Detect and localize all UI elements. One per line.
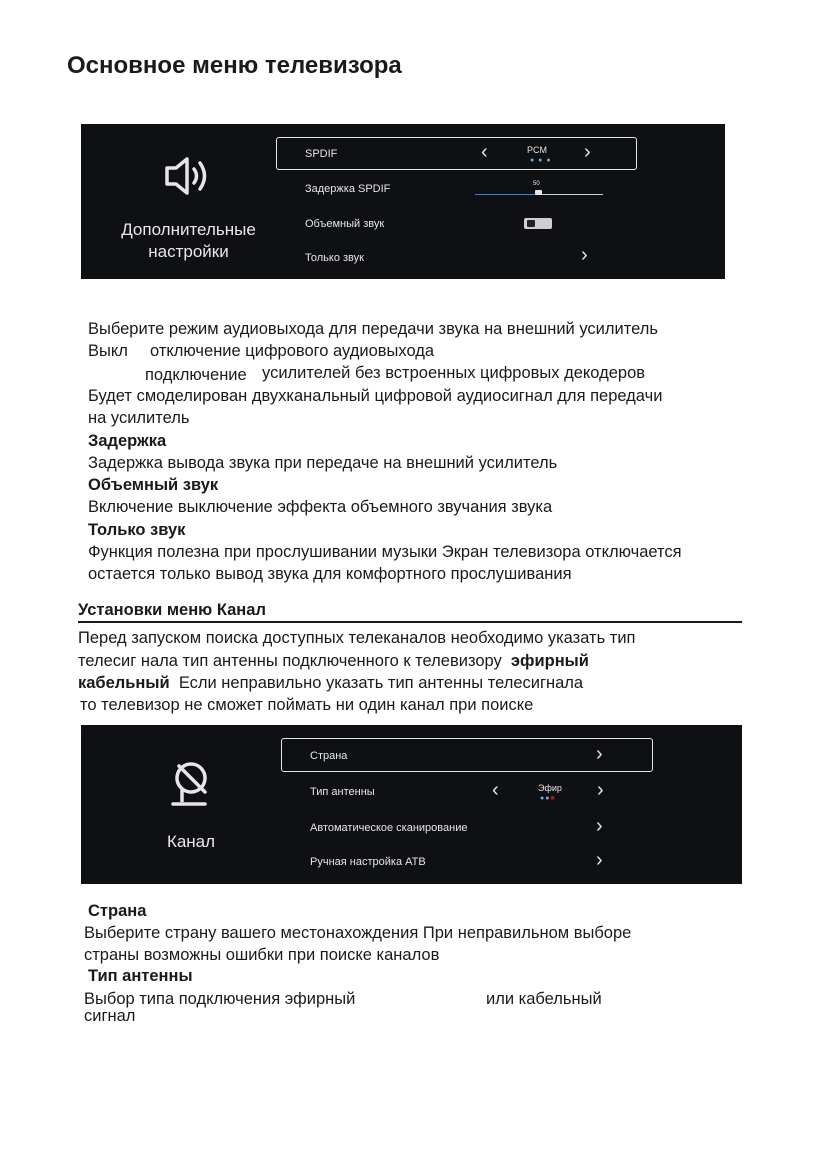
antenna-type-label: Тип антенны bbox=[310, 786, 375, 798]
country-label: Страна bbox=[310, 750, 348, 762]
off-term: Выкл bbox=[88, 342, 128, 360]
chevron-left-icon[interactable]: ‹ bbox=[492, 779, 499, 801]
surround-heading: Объемный звук bbox=[88, 476, 219, 494]
two-channel-line: Будет смоделирован двухканальный цифровой аудиосигнал для передачи bbox=[88, 387, 663, 405]
chevron-right-icon[interactable]: › bbox=[596, 743, 603, 765]
channel-intro-1: Перед запуском поиска доступных телеканалов необходимо указать тип bbox=[78, 629, 636, 647]
spdif-value: PCM bbox=[527, 145, 547, 155]
category-label: Канал bbox=[166, 832, 216, 851]
audio-only-text-1: Функция полезна при прослушивании музыки Экран телевизора отключается bbox=[88, 543, 682, 561]
channel-intro-3-text: Если неправильно указать тип антенны телесигнала bbox=[178, 674, 584, 692]
channel-intro-2-bold: эфирный bbox=[510, 652, 589, 670]
delay-text: Задержка вывода звука при передаче на внешний усилитель bbox=[88, 454, 558, 472]
category-label-line1: Дополнительные bbox=[121, 220, 256, 239]
antenna-type-value: Эфир bbox=[538, 783, 562, 793]
channel-intro-3-bold: кабельный bbox=[78, 674, 170, 692]
antenna-text-b: или кабельный bbox=[486, 990, 602, 1008]
tv-settings-panel-channel bbox=[81, 725, 742, 884]
chevron-right-icon[interactable]: › bbox=[597, 779, 604, 801]
country-text-2: страны возможны ошибки при поиске каналов bbox=[84, 946, 440, 964]
spdif-label: SPDIF bbox=[305, 148, 338, 160]
country-heading: Страна bbox=[88, 902, 147, 920]
off-desc: отключение цифрового аудиовыхода bbox=[150, 342, 435, 360]
speaker-icon bbox=[163, 154, 215, 203]
audio-output-intro: Выберите режим аудиовыхода для передачи звука на внешний усилитель bbox=[88, 320, 658, 338]
spdif-delay-slider-fill bbox=[475, 194, 539, 195]
option-dots: ●●■ bbox=[540, 795, 556, 802]
spdif-delay-label: Задержка SPDIF bbox=[305, 183, 391, 195]
spdif-delay-value: 50 bbox=[533, 181, 540, 187]
spdif-delay-slider-knob[interactable] bbox=[535, 190, 542, 195]
audio-only-heading: Только звук bbox=[88, 521, 186, 539]
antenna-heading: Тип антенны bbox=[88, 967, 193, 985]
antenna-text-2: сигнал bbox=[84, 1007, 136, 1025]
channel-intro-3 bbox=[78, 672, 583, 694]
surround-label: Объемный звук bbox=[305, 218, 385, 230]
category-label-line2: настройки bbox=[148, 242, 229, 261]
channel-intro-2 bbox=[78, 650, 589, 672]
category-label bbox=[101, 219, 276, 263]
audio-only-label: Только звук bbox=[305, 252, 364, 264]
option-dots: ● ● ● bbox=[530, 157, 552, 164]
delay-heading: Задержка bbox=[88, 432, 167, 450]
surround-toggle-knob bbox=[527, 220, 535, 227]
antenna-text-a: Выбор типа подключения эфирный bbox=[84, 990, 356, 1008]
channel-intro-4: то телевизор не сможет поймать ни один канал при поиске bbox=[80, 696, 534, 714]
chevron-right-icon[interactable]: › bbox=[584, 141, 591, 163]
audio-only-text-2: остается только вывод звука для комфортного прослушивания bbox=[88, 565, 572, 583]
channel-section-heading: Установки меню Канал bbox=[78, 601, 266, 619]
manual-atv-label: Ручная настройка ATB bbox=[310, 856, 426, 868]
satellite-dish-icon bbox=[169, 758, 213, 815]
connect-desc: усилителей без встроенных цифровых декодеров bbox=[262, 364, 646, 382]
channel-intro-2-text: телесиг нала тип антенны подключенного к телевизору bbox=[78, 652, 502, 670]
surround-text: Включение выключение эффекта объемного звучания звука bbox=[88, 498, 553, 516]
two-channel-line-cont: на усилитель bbox=[88, 409, 190, 427]
chevron-right-icon[interactable]: › bbox=[596, 815, 603, 837]
section-divider bbox=[78, 621, 742, 623]
country-text-1: Выберите страну вашего местонахождения При неправильном выборе bbox=[84, 924, 632, 942]
chevron-left-icon[interactable]: ‹ bbox=[481, 141, 488, 163]
page-title: Основное меню телевизора bbox=[67, 52, 402, 79]
tv-settings-panel-sound bbox=[81, 124, 725, 279]
surround-toggle[interactable] bbox=[524, 218, 552, 229]
chevron-right-icon[interactable]: › bbox=[596, 849, 603, 871]
auto-scan-label: Автоматическое сканирование bbox=[310, 822, 468, 834]
connect-term: подключение bbox=[145, 366, 247, 384]
chevron-right-icon[interactable]: › bbox=[581, 244, 588, 266]
